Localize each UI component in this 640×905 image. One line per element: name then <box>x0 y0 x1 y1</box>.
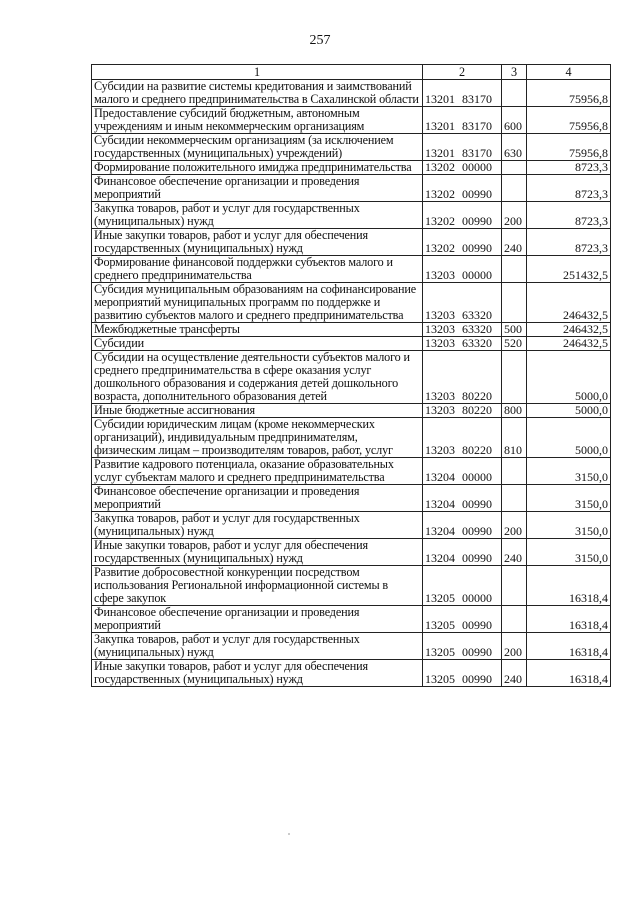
row-amount: 3150,0 <box>527 539 611 566</box>
row-name: Субсидия муниципальным образованиям на софинансирование мероприятий муниципальных программ по поддержке и развитию субъектов малого и среднего предпринимательства <box>92 283 423 323</box>
table-row <box>92 80 611 107</box>
row-code <box>423 256 502 283</box>
table-row <box>92 485 611 512</box>
row-amount: 5000,0 <box>527 404 611 418</box>
row-name: Финансовое обеспечение организации и проведения мероприятий <box>92 485 423 512</box>
row-code-direction: 00000 <box>462 160 492 174</box>
row-code-program: 13203 <box>425 322 455 336</box>
row-amount: 3150,0 <box>527 485 611 512</box>
row-expense-type: 200 <box>502 202 527 229</box>
row-amount: 16318,4 <box>527 633 611 660</box>
row-expense-type: 200 <box>502 633 527 660</box>
row-code-direction: 00000 <box>462 591 492 605</box>
row-expense-type: 240 <box>502 229 527 256</box>
row-name: Иные закупки товаров, работ и услуг для обеспечения государственных (муниципальных) нужд <box>92 229 423 256</box>
row-expense-type <box>502 606 527 633</box>
row-amount: 3150,0 <box>527 512 611 539</box>
row-code-direction: 80220 <box>462 389 492 403</box>
column-header-expense-type: 3 <box>502 65 527 80</box>
row-code-direction: 63320 <box>462 308 492 322</box>
row-name: Формирование положительного имиджа предпринимательства <box>92 161 423 175</box>
row-code-program: 13203 <box>425 403 455 417</box>
column-header-amount: 4 <box>527 65 611 80</box>
row-code-program: 13202 <box>425 214 455 228</box>
row-code-program: 13205 <box>425 591 455 605</box>
table-row <box>92 539 611 566</box>
row-code <box>423 566 502 606</box>
row-code <box>423 202 502 229</box>
budget-table <box>91 64 611 687</box>
row-code <box>423 134 502 161</box>
table-row <box>92 161 611 175</box>
table-row <box>92 512 611 539</box>
row-code <box>423 458 502 485</box>
row-name: Межбюджетные трансферты <box>92 323 423 337</box>
row-expense-type <box>502 458 527 485</box>
table-row <box>92 283 611 323</box>
row-code-program: 13204 <box>425 470 455 484</box>
row-name: Финансовое обеспечение организации и проведения мероприятий <box>92 175 423 202</box>
table-row <box>92 229 611 256</box>
row-code <box>423 161 502 175</box>
row-code-program: 13205 <box>425 672 455 686</box>
column-header-name: 1 <box>92 65 423 80</box>
row-code-direction: 00990 <box>462 497 492 511</box>
row-code-direction: 83170 <box>462 119 492 133</box>
row-amount: 8723,3 <box>527 161 611 175</box>
row-code-direction: 00990 <box>462 618 492 632</box>
table-row <box>92 134 611 161</box>
row-amount: 75956,8 <box>527 107 611 134</box>
row-amount: 5000,0 <box>527 418 611 458</box>
row-expense-type: 240 <box>502 660 527 687</box>
row-code-direction: 83170 <box>462 146 492 160</box>
row-code-program: 13204 <box>425 524 455 538</box>
table-row <box>92 337 611 351</box>
table-row <box>92 458 611 485</box>
row-name: Субсидии <box>92 337 423 351</box>
row-name: Формирование финансовой поддержки субъектов малого и среднего предпринимательства <box>92 256 423 283</box>
row-code-program: 13201 <box>425 92 455 106</box>
row-name: Закупка товаров, работ и услуг для государственных (муниципальных) нужд <box>92 202 423 229</box>
row-expense-type <box>502 566 527 606</box>
row-expense-type <box>502 80 527 107</box>
row-amount: 8723,3 <box>527 202 611 229</box>
row-expense-type <box>502 256 527 283</box>
row-code-program: 13203 <box>425 443 455 457</box>
table-row <box>92 566 611 606</box>
row-code-program: 13202 <box>425 241 455 255</box>
row-name: Иные закупки товаров, работ и услуг для обеспечения государственных (муниципальных) нужд <box>92 660 423 687</box>
row-code-direction: 00000 <box>462 470 492 484</box>
row-amount: 8723,3 <box>527 229 611 256</box>
row-code <box>423 229 502 256</box>
row-expense-type <box>502 351 527 404</box>
row-amount: 246432,5 <box>527 323 611 337</box>
row-code-direction: 00990 <box>462 241 492 255</box>
table-row <box>92 323 611 337</box>
row-code-program: 13205 <box>425 645 455 659</box>
row-code <box>423 633 502 660</box>
row-code-program: 13202 <box>425 187 455 201</box>
row-name: Закупка товаров, работ и услуг для государственных (муниципальных) нужд <box>92 512 423 539</box>
row-amount: 3150,0 <box>527 458 611 485</box>
row-code <box>423 283 502 323</box>
row-amount: 246432,5 <box>527 337 611 351</box>
row-code-direction: 00990 <box>462 645 492 659</box>
row-expense-type: 500 <box>502 323 527 337</box>
row-expense-type <box>502 283 527 323</box>
table-row <box>92 633 611 660</box>
row-code-direction: 00990 <box>462 524 492 538</box>
row-amount: 75956,8 <box>527 134 611 161</box>
row-amount: 16318,4 <box>527 606 611 633</box>
column-header-code: 2 <box>423 65 502 80</box>
row-code-direction: 83170 <box>462 92 492 106</box>
row-name: Иные закупки товаров, работ и услуг для обеспечения государственных (муниципальных) нужд <box>92 539 423 566</box>
row-code-program: 13205 <box>425 618 455 632</box>
row-amount: 16318,4 <box>527 566 611 606</box>
row-expense-type: 810 <box>502 418 527 458</box>
row-code-program: 13201 <box>425 146 455 160</box>
row-code-direction: 63320 <box>462 322 492 336</box>
row-code <box>423 660 502 687</box>
row-expense-type <box>502 161 527 175</box>
row-expense-type: 520 <box>502 337 527 351</box>
table-row <box>92 107 611 134</box>
row-name: Финансовое обеспечение организации и проведения мероприятий <box>92 606 423 633</box>
row-code-direction: 00990 <box>462 214 492 228</box>
row-code-direction: 63320 <box>462 336 492 350</box>
row-code <box>423 337 502 351</box>
row-code <box>423 485 502 512</box>
row-code <box>423 418 502 458</box>
row-expense-type: 200 <box>502 512 527 539</box>
page-number: 257 <box>309 33 331 48</box>
row-code <box>423 107 502 134</box>
row-code-program: 13204 <box>425 551 455 565</box>
row-code-direction: 00990 <box>462 672 492 686</box>
row-expense-type: 600 <box>502 107 527 134</box>
row-name: Развитие добросовестной конкуренции посредством использования Региональной информационной системы в сфере закупок <box>92 566 423 606</box>
row-code-program: 13203 <box>425 308 455 322</box>
row-name: Субсидии на развитие системы кредитования и заимствований малого и среднего предпринимательства в Сахалинской области <box>92 80 423 107</box>
row-code-direction: 00000 <box>462 268 492 282</box>
row-code <box>423 323 502 337</box>
row-code <box>423 512 502 539</box>
table-row <box>92 351 611 404</box>
table-row <box>92 606 611 633</box>
row-name: Закупка товаров, работ и услуг для государственных (муниципальных) нужд <box>92 633 423 660</box>
budget-table-body <box>92 65 611 687</box>
row-amount: 251432,5 <box>527 256 611 283</box>
row-code-program: 13203 <box>425 336 455 350</box>
row-code <box>423 606 502 633</box>
row-expense-type <box>502 175 527 202</box>
row-expense-type: 630 <box>502 134 527 161</box>
scan-speck <box>288 833 290 835</box>
table-row <box>92 202 611 229</box>
row-expense-type: 800 <box>502 404 527 418</box>
row-amount: 5000,0 <box>527 351 611 404</box>
row-code <box>423 80 502 107</box>
row-name: Развитие кадрового потенциала, оказание образовательных услуг субъектам малого и среднего предпринимательства <box>92 458 423 485</box>
row-code-direction: 00990 <box>462 551 492 565</box>
table-row <box>92 404 611 418</box>
row-code <box>423 404 502 418</box>
table-row <box>92 256 611 283</box>
table-row <box>92 660 611 687</box>
row-amount: 75956,8 <box>527 80 611 107</box>
row-name: Иные бюджетные ассигнования <box>92 404 423 418</box>
row-name: Субсидии некоммерческим организациям (за исключением государственных (муниципальных) учреждений) <box>92 134 423 161</box>
row-code-direction: 80220 <box>462 443 492 457</box>
row-name: Субсидии на осуществление деятельности субъектов малого и среднего предпринимательства в сфере оказания услуг дошкольного образования и содержания детей дошкольного возраста, дополнительного образования детей <box>92 351 423 404</box>
row-expense-type: 240 <box>502 539 527 566</box>
row-code <box>423 175 502 202</box>
row-amount: 8723,3 <box>527 175 611 202</box>
row-code-program: 13202 <box>425 160 455 174</box>
row-code-program: 13201 <box>425 119 455 133</box>
row-code-program: 13203 <box>425 268 455 282</box>
row-amount: 16318,4 <box>527 660 611 687</box>
header-row <box>92 65 611 80</box>
row-amount: 246432,5 <box>527 283 611 323</box>
row-code-program: 13204 <box>425 497 455 511</box>
table-row <box>92 175 611 202</box>
row-code-direction: 80220 <box>462 403 492 417</box>
row-name: Предоставление субсидий бюджетным, автономным учреждениям и иным некоммерческим организациям <box>92 107 423 134</box>
row-expense-type <box>502 485 527 512</box>
row-code-direction: 00990 <box>462 187 492 201</box>
table-row <box>92 418 611 458</box>
row-code <box>423 351 502 404</box>
row-name: Субсидии юридическим лицам (кроме некоммерческих организаций), индивидуальным предпринимателям, физическим лицам – производителям товаров, работ, услуг <box>92 418 423 458</box>
row-code <box>423 539 502 566</box>
row-code-program: 13203 <box>425 389 455 403</box>
